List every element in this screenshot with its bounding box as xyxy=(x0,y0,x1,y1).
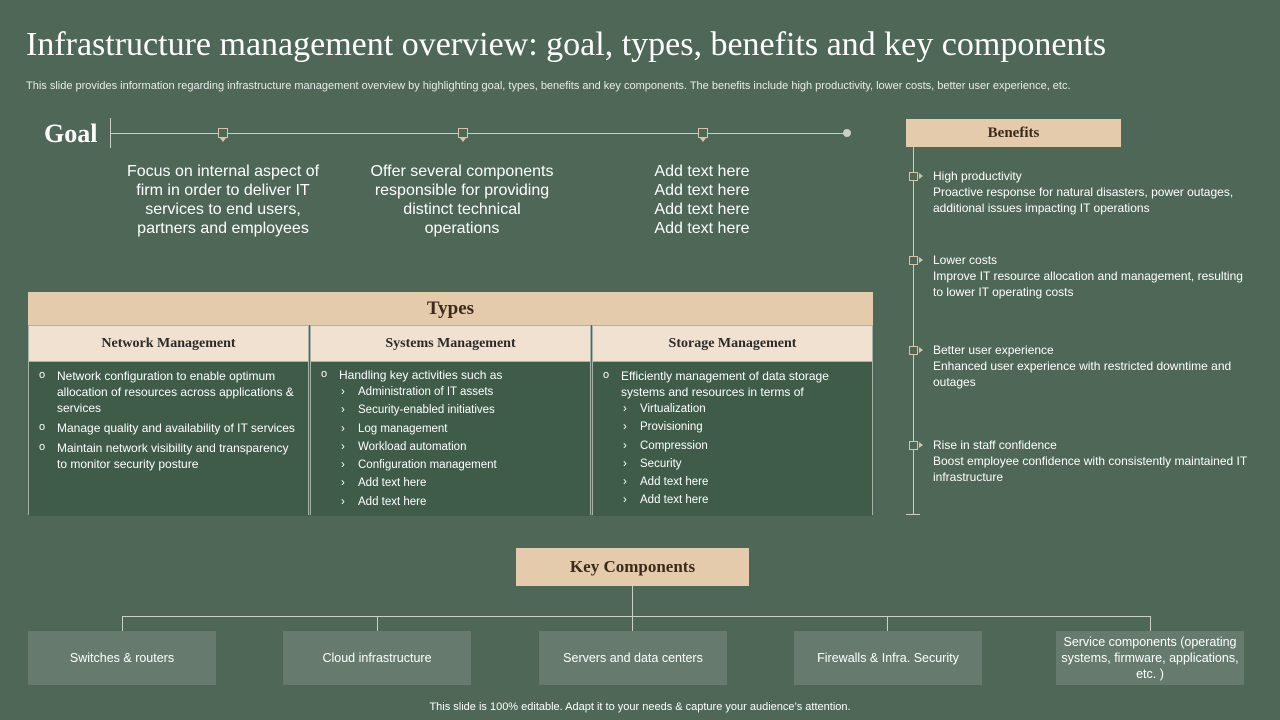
benefit-title: Lower costs xyxy=(933,253,998,267)
benefit-item xyxy=(933,168,1253,216)
benefit-desc: Improve IT resource allocation and management, resulting to lower IT operating costs xyxy=(933,269,1243,299)
goal-item: Offer several components responsible for providing distinct technical operations xyxy=(370,163,554,237)
network-management-title: Network Management xyxy=(29,325,308,362)
list-item: o Manage quality and availability of IT services xyxy=(37,420,300,436)
key-components-connector xyxy=(887,616,888,631)
benefit-desc: Boost employee confidence with consistently maintained IT infrastructure xyxy=(933,454,1247,484)
sub-list-item: › Virtualization xyxy=(601,402,864,417)
systems-management-body xyxy=(311,362,590,516)
page-subtitle: This slide provides information regarding infrastructure management overview by highlighting goal, types, benefits and key components. The benefits include high productivity, lower costs, better user experience, etc. xyxy=(26,80,1071,92)
key-component-box: Service components (operating systems, firmware, applications, etc. ) xyxy=(1056,631,1244,685)
storage-management-title: Storage Management xyxy=(593,325,872,362)
sub-list-item: › Security-enabled initiatives xyxy=(319,403,582,418)
storage-management-body xyxy=(593,362,872,516)
footer-note: This slide is 100% editable. Adapt it to your needs & capture your audience’s attention. xyxy=(429,701,851,713)
key-component-box: Firewalls & Infra. Security xyxy=(794,631,982,685)
sub-list-item: › Add text here xyxy=(319,476,582,491)
benefit-marker-icon xyxy=(909,256,918,265)
systems-management-title: Systems Management xyxy=(311,325,590,362)
page-title: Infrastructure management overview: goal, types, benefits and key components xyxy=(26,26,1107,63)
sub-list-item: › Add text here xyxy=(601,475,864,490)
benefits-header: Benefits xyxy=(906,119,1121,147)
network-management-body xyxy=(29,362,308,516)
benefits-timeline xyxy=(913,147,914,515)
list-item: o Handling key activities such as xyxy=(319,367,582,383)
sub-list-item: › Administration of IT assets xyxy=(319,385,582,400)
list-item: o Efficiently management of data storage systems and resources in terms of xyxy=(601,368,864,400)
storage-management-column xyxy=(592,325,873,515)
key-components-connector xyxy=(1150,616,1151,631)
systems-management-column xyxy=(310,325,591,515)
benefit-marker-icon xyxy=(909,441,918,450)
benefit-item xyxy=(933,252,1253,300)
key-components-header: Key Components xyxy=(516,548,749,586)
goal-item: Focus on internal aspect of firm in order to deliver IT services to end users, partners and employees xyxy=(126,163,320,237)
benefit-item xyxy=(933,437,1253,485)
goal-marker-icon xyxy=(218,128,228,138)
types-header: Types xyxy=(28,292,873,325)
key-component-box: Switches & routers xyxy=(28,631,216,685)
benefit-title: High productivity xyxy=(933,169,1022,183)
benefit-item xyxy=(933,342,1253,390)
sub-list-item: › Add text here xyxy=(319,495,582,510)
goal-marker-icon xyxy=(698,128,708,138)
benefit-title: Rise in staff confidence xyxy=(933,438,1057,452)
key-components-connector xyxy=(122,616,123,631)
sub-list-item: › Log management xyxy=(319,422,582,437)
network-management-column xyxy=(28,325,309,515)
sub-list-item: › Configuration management xyxy=(319,458,582,473)
benefit-desc: Enhanced user experience with restricted downtime and outages xyxy=(933,359,1232,389)
sub-list-item: › Workload automation xyxy=(319,440,582,455)
benefit-marker-icon xyxy=(909,346,918,355)
sub-list-item: › Security xyxy=(601,457,864,472)
list-item: o Network configuration to enable optimum allocation of resources across applications & services xyxy=(37,368,300,416)
benefit-desc: Proactive response for natural disasters, power outages, additional issues impacting IT operations xyxy=(933,185,1234,215)
benefits-timeline-end xyxy=(906,514,920,515)
goal-item: Add text here Add text here Add text here Add text here xyxy=(654,163,750,237)
goal-end-dot xyxy=(843,129,851,137)
key-components-connector xyxy=(377,616,378,631)
sub-list-item: › Provisioning xyxy=(601,420,864,435)
key-component-box: Cloud infrastructure xyxy=(283,631,471,685)
key-components-connector xyxy=(632,586,633,631)
benefit-marker-icon xyxy=(909,172,918,181)
goal-label: Goal xyxy=(44,119,98,148)
goal-marker-icon xyxy=(458,128,468,138)
list-item: o Maintain network visibility and transparency to monitor security posture xyxy=(37,440,300,472)
key-components-connector xyxy=(122,616,1151,617)
sub-list-item: › Add text here xyxy=(601,493,864,508)
key-component-box: Servers and data centers xyxy=(539,631,727,685)
benefit-title: Better user experience xyxy=(933,343,1054,357)
sub-list-item: › Compression xyxy=(601,439,864,454)
types-table xyxy=(28,292,873,516)
